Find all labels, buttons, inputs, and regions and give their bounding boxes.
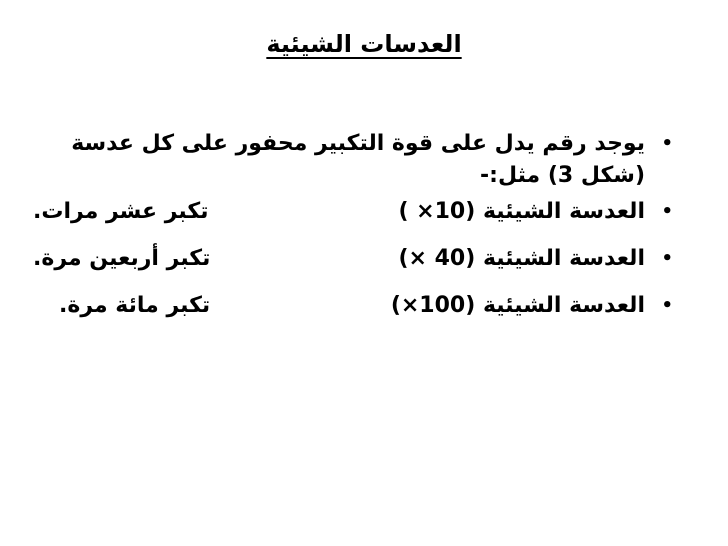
magnification-value: (×100)	[390, 293, 476, 318]
bullet-item-lens-10	[33, 196, 673, 228]
bullet-item-intro	[33, 128, 673, 192]
slide-title	[0, 26, 728, 62]
magnification-value: (× 40)	[398, 246, 476, 271]
lens-row-10	[33, 196, 645, 228]
lens-label: العدسة الشيئية	[482, 199, 645, 224]
slide-title-text: العدسات الشيئية	[266, 30, 462, 58]
lens-row-40	[33, 243, 645, 275]
magnification-value: ( ×10)	[398, 199, 476, 224]
bullet-item-lens-100	[33, 290, 673, 322]
lens-label: العدسة الشيئية	[482, 246, 645, 271]
lens-label-group	[391, 290, 645, 322]
lens-label-group	[398, 243, 645, 275]
lens-description: تكبر أربعين مرة.	[33, 246, 211, 271]
intro-text: يوجد رقم يدل على قوة التكبير محفور على كل عدسة (شكل 3) مثل:-	[71, 131, 645, 188]
lens-label-group	[398, 196, 645, 228]
bullet-item-lens-40	[33, 243, 673, 275]
bullet-icon: •	[661, 201, 673, 222]
lens-label: العدسة الشيئية	[482, 293, 645, 318]
lens-description: تكبر عشر مرات.	[33, 199, 209, 224]
lens-row-100	[33, 290, 645, 322]
lens-description: تكبر مائة مرة.	[59, 293, 211, 318]
bullet-icon: •	[661, 248, 673, 269]
bullet-list	[33, 128, 673, 337]
bullet-icon: •	[661, 295, 673, 316]
bullet-icon: •	[661, 133, 673, 154]
